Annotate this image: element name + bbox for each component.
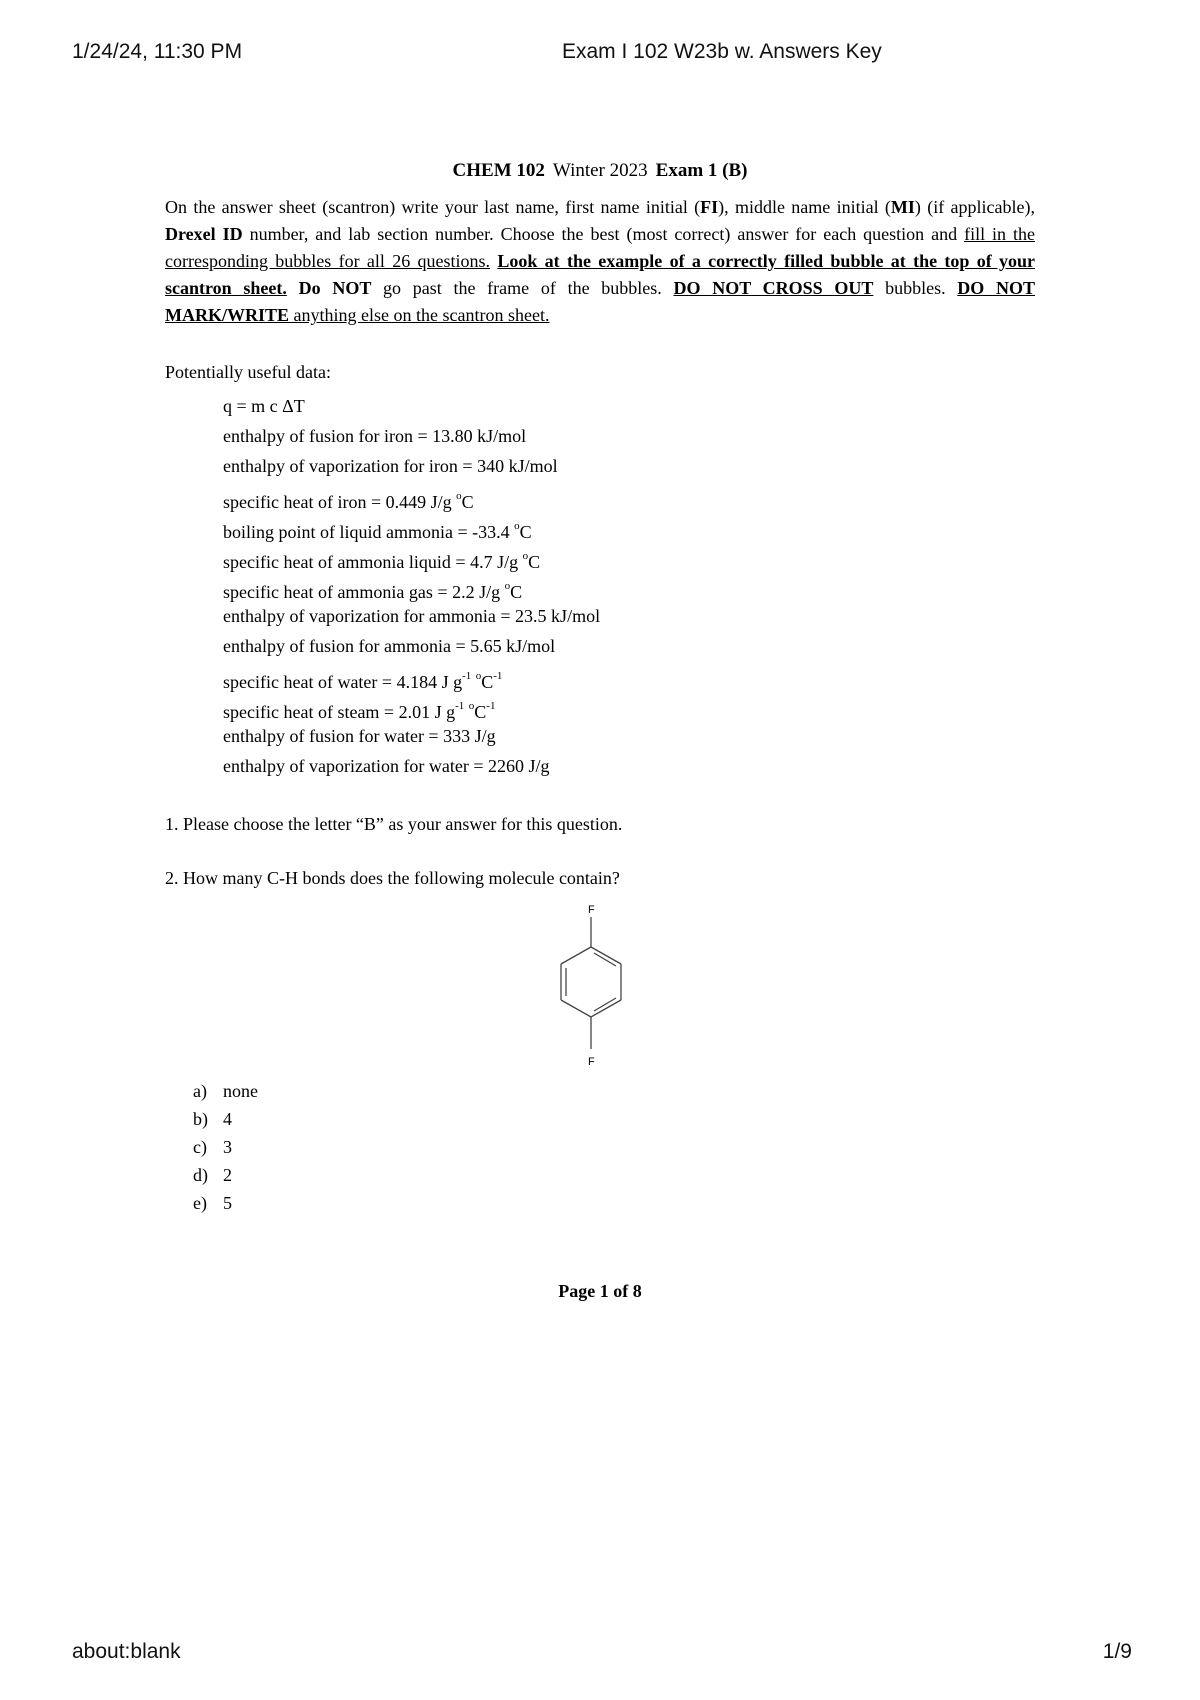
data-item: q = m c ΔT xyxy=(223,396,305,416)
instructions-underlined: fill in the corresponding bubbles for all 26 questions. xyxy=(165,224,1035,271)
print-url: about:blank xyxy=(72,1640,181,1663)
instructions-bold-underlined: DO NOT CROSS OUT xyxy=(673,278,874,298)
page-number: Page 1 of 8 xyxy=(558,1281,642,1301)
data-item: enthalpy of vaporization for ammonia = 23.5 kJ/mol xyxy=(223,606,601,626)
answer-choice: b) 4 xyxy=(193,1109,232,1129)
print-document-title: Exam I 102 W23b w. Answers Key xyxy=(562,40,882,63)
instructions-text: ) (if applicable), xyxy=(914,197,1035,217)
data-item: enthalpy of vaporization for water = 2260 J/g xyxy=(223,756,550,776)
data-item: boiling point of liquid ammonia = -33.4 $^o$C xyxy=(223,520,532,542)
instructions-text xyxy=(287,278,299,298)
instructions-bold: FI xyxy=(700,197,719,217)
ring-bond xyxy=(561,947,591,964)
answer-choice: d) 2 xyxy=(193,1165,232,1185)
instructions-text: number, and lab section number. Choose the best (most correct) answer for each question and xyxy=(242,224,965,244)
answer-choice: e) 5 xyxy=(193,1193,232,1213)
question-2: 2. How many C-H bonds does the following molecule contain? xyxy=(165,868,620,888)
question-2-choices xyxy=(193,1077,1035,1217)
data-item: specific heat of water = 4.184 J $g^{-1}$ $^oC^{-1}$ xyxy=(223,670,503,692)
answer-choice: c) 3 xyxy=(193,1137,232,1157)
data-item: enthalpy of vaporization for iron = 340 kJ/mol xyxy=(223,456,558,476)
ring-bond xyxy=(591,947,621,964)
print-page-count: 1/9 xyxy=(1102,1640,1132,1663)
data-item: specific heat of steam = 2.01 J $g^{-1}$ $^oC^{-1}$ xyxy=(223,700,496,722)
print-datetime: 1/24/24, 11:30 PM xyxy=(72,40,243,63)
data-item: enthalpy of fusion for ammonia = 5.65 kJ/mol xyxy=(223,636,556,656)
ring-bond xyxy=(591,1000,621,1017)
atom-label-top: F xyxy=(588,904,595,916)
instructions-bold-underlined: Look at the example of a correctly filled bubble at the top of your scantron sheet. xyxy=(165,251,1035,298)
answer-choice: a) none xyxy=(193,1081,258,1101)
exam-page xyxy=(165,160,1035,1302)
instructions-text: bubbles. xyxy=(873,278,958,298)
instructions-bold: Drexel ID xyxy=(165,224,243,244)
instructions-bold-underlined: DO NOT MARK/WRITE xyxy=(165,278,1036,325)
exam-title xyxy=(165,160,1035,182)
ring-bond xyxy=(561,1000,591,1017)
useful-data-list xyxy=(165,391,1035,781)
difluorobenzene-structure xyxy=(550,899,640,1069)
instructions-underlined: anything else on the scantron sheet. xyxy=(289,305,550,325)
exam-title-course: CHEM 102 xyxy=(452,160,545,181)
instructions-text: ), middle name initial ( xyxy=(718,197,891,217)
data-section-label: Potentially useful data: xyxy=(165,362,331,382)
exam-instructions xyxy=(165,194,1035,329)
instructions-text: go past the frame of the bubbles. xyxy=(371,278,674,298)
instructions-text: On the answer sheet (scantron) write your last name, first name initial ( xyxy=(165,197,701,217)
data-item: specific heat of ammonia gas = 2.2 J/g $^o$C xyxy=(223,580,523,602)
instructions-bold: MI xyxy=(890,197,915,217)
atom-label-bottom: F xyxy=(588,1056,595,1068)
instructions-bold: Do NOT xyxy=(298,278,372,298)
exam-title-exam: Exam 1 (B) xyxy=(655,160,748,181)
data-item: enthalpy of fusion for water = 333 J/g xyxy=(223,726,496,746)
exam-title-term: Winter 2023 xyxy=(552,160,648,181)
data-item: specific heat of ammonia liquid = 4.7 J/g $^o$C xyxy=(223,550,541,572)
data-item: specific heat of iron = 0.449 J/g $^o$C xyxy=(223,490,474,512)
data-item: enthalpy of fusion for iron = 13.80 kJ/mol xyxy=(223,426,527,446)
question-1: 1. Please choose the letter “B” as your answer for this question. xyxy=(165,814,623,834)
